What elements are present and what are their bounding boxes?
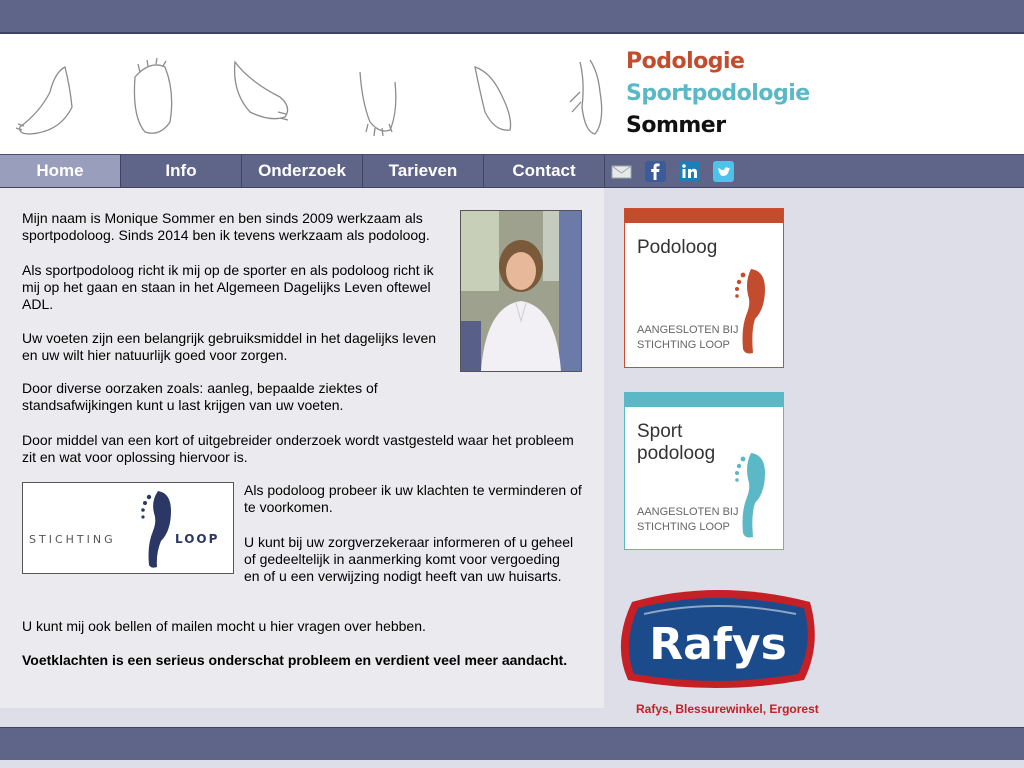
- svg-text:Rafys: Rafys: [649, 619, 787, 670]
- header: [0, 34, 1024, 155]
- nav-home[interactable]: Home: [0, 155, 121, 187]
- linkedin-icon[interactable]: [679, 161, 700, 182]
- brand-title: [626, 46, 810, 142]
- twitter-icon[interactable]: [713, 161, 734, 182]
- footer-bar: [0, 727, 1024, 760]
- nav-tarieven[interactable]: Tarieven: [363, 155, 484, 187]
- paragraph-zorgverzekeraar: U kunt bij uw zorgverzekeraar informeren of u geheel of gedeeltelijk in aanmerking komt voor vergoeding en of u een verwijzing nodigt heeft van uw huisarts.: [244, 534, 574, 584]
- badge-top-band: [625, 393, 783, 407]
- foot-icon: [733, 451, 773, 541]
- svg-text:LOOP: LOOP: [175, 532, 220, 546]
- feet-sketches-banner: [10, 52, 610, 142]
- paragraph-oorzaken: Door diverse oorzaken zoals: aanleg, bepaalde ziektes of standsafwijkingen kunt u last krijgen van uw voeten.: [22, 380, 378, 413]
- badge-title: Podoloog: [637, 237, 718, 258]
- brand-line-sportpodologie: Sportpodologie: [626, 81, 810, 106]
- paragraph-voetklachten: Voetklachten is een serieus onderschat probleem en verdient veel meer aandacht.: [22, 652, 568, 668]
- paragraph-sportpodoloog: Als sportpodoloog richt ik mij op de sporter en als podoloog richt ik mij op het gaan en staan in het Algemeen Dagelijks Leven oftewel ADL.: [22, 262, 434, 312]
- badge-title-sport: Sport: [637, 421, 683, 442]
- nav-contact[interactable]: Contact: [484, 155, 605, 187]
- paragraph-intro: Mijn naam is Monique Sommer en ben sinds 2009 werkzaam als sportpodoloog. Sinds 2014 ben ik tevens werkzaam als podoloog.: [22, 210, 430, 243]
- nav-info[interactable]: Info: [121, 155, 242, 187]
- sportpodoloog-badge[interactable]: [624, 392, 784, 550]
- paragraph-contact: U kunt mij ook bellen of mailen mocht u hier vragen over hebben.: [22, 618, 426, 634]
- main-content: [0, 188, 604, 708]
- mail-icon[interactable]: [611, 161, 632, 182]
- footer-bottom: [0, 760, 1024, 768]
- paragraph-voeten: Uw voeten zijn een belangrijk gebruiksmiddel in het dagelijks leven en uw wilt hier natuurlijk goed voor zorgen.: [22, 330, 437, 363]
- paragraph-klachten: Als podoloog probeer ik uw klachten te verminderen of te voorkomen.: [244, 482, 582, 515]
- brand-line-sommer: Sommer: [626, 113, 726, 138]
- badge-sub1: AANGESLOTEN BIJ: [637, 324, 739, 336]
- svg-text:STICHTING: STICHTING: [29, 533, 116, 546]
- badge-sub2: STICHTING LOOP: [637, 521, 730, 533]
- badge-title-podoloog: podoloog: [637, 443, 716, 464]
- main-nav: [0, 155, 1024, 188]
- facebook-icon[interactable]: [645, 161, 666, 182]
- badge-top-band: [625, 209, 783, 223]
- foot-icon: [733, 267, 773, 357]
- rafys-logo[interactable]: [616, 584, 820, 694]
- badge-sub2: STICHTING LOOP: [637, 339, 730, 351]
- rafys-caption: Rafys, Blessurewinkel, Ergorest: [636, 702, 819, 716]
- stichting-loop-logo[interactable]: [22, 482, 234, 574]
- profile-photo: [460, 210, 582, 372]
- brand-line-podologie: Podologie: [626, 49, 745, 74]
- badge-sub1: AANGESLOTEN BIJ: [637, 506, 739, 518]
- top-bar: [0, 0, 1024, 34]
- paragraph-onderzoek: Door middel van een kort of uitgebreider onderzoek wordt vastgesteld waar het probleem zit en wat voor oplossing hiervoor is.: [22, 432, 574, 465]
- nav-onderzoek[interactable]: Onderzoek: [242, 155, 363, 187]
- podoloog-badge[interactable]: [624, 208, 784, 368]
